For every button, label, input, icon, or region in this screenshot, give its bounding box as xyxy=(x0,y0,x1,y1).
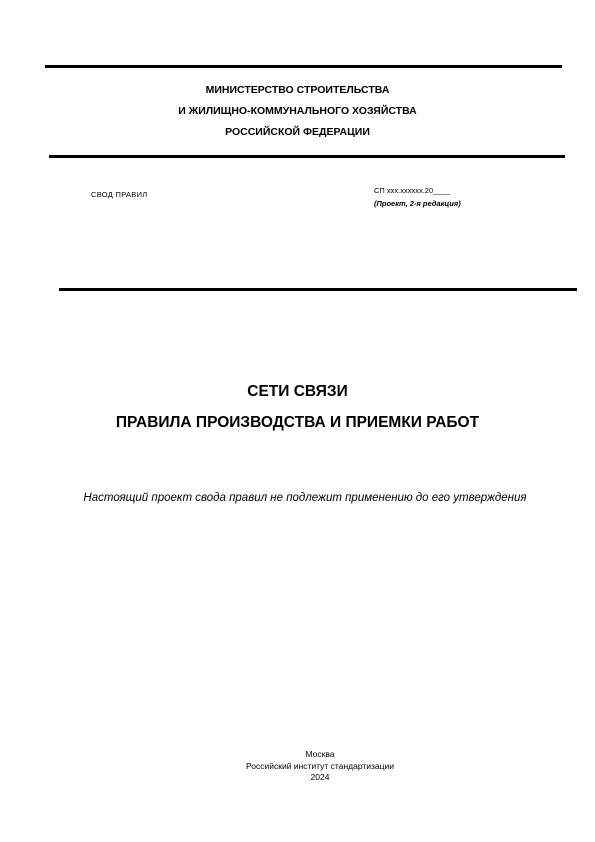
code-number: СП ххх.хххххх.20____ xyxy=(374,186,450,195)
draft-edition-note: (Проект, 2-я редакция) xyxy=(374,199,461,208)
document-title: СЕТИ СВЯЗИ xyxy=(247,383,348,400)
ministry-line-2: И ЖИЛИЩНО-КОММУНАЛЬНОГО ХОЗЯЙСТВА xyxy=(178,105,417,117)
document-subtitle: ПРАВИЛА ПРОИЗВОДСТВА И ПРИЕМКИ РАБОТ xyxy=(115,414,480,431)
ministry-line-3: РОССИЙСКОЙ ФЕДЕРАЦИИ xyxy=(225,126,370,138)
publication-city: Москва xyxy=(305,749,335,759)
ministry-header xyxy=(0,80,595,143)
middle-divider xyxy=(49,155,565,158)
draft-notice: Настоящий проект свода правил не подлежит применению до его утверждения xyxy=(83,492,527,504)
lower-divider xyxy=(59,288,577,291)
code-number-block xyxy=(374,184,461,210)
ministry-line-1: МИНИСТЕРСТВО СТРОИТЕЛЬСТВА xyxy=(205,84,390,96)
publication-footer xyxy=(0,749,595,784)
code-of-rules-label: СВОД ПРАВИЛ xyxy=(91,190,148,199)
top-divider xyxy=(45,65,562,68)
publisher-name: Российский институт стандартизации xyxy=(246,760,394,771)
publication-year: 2024 xyxy=(310,772,330,782)
